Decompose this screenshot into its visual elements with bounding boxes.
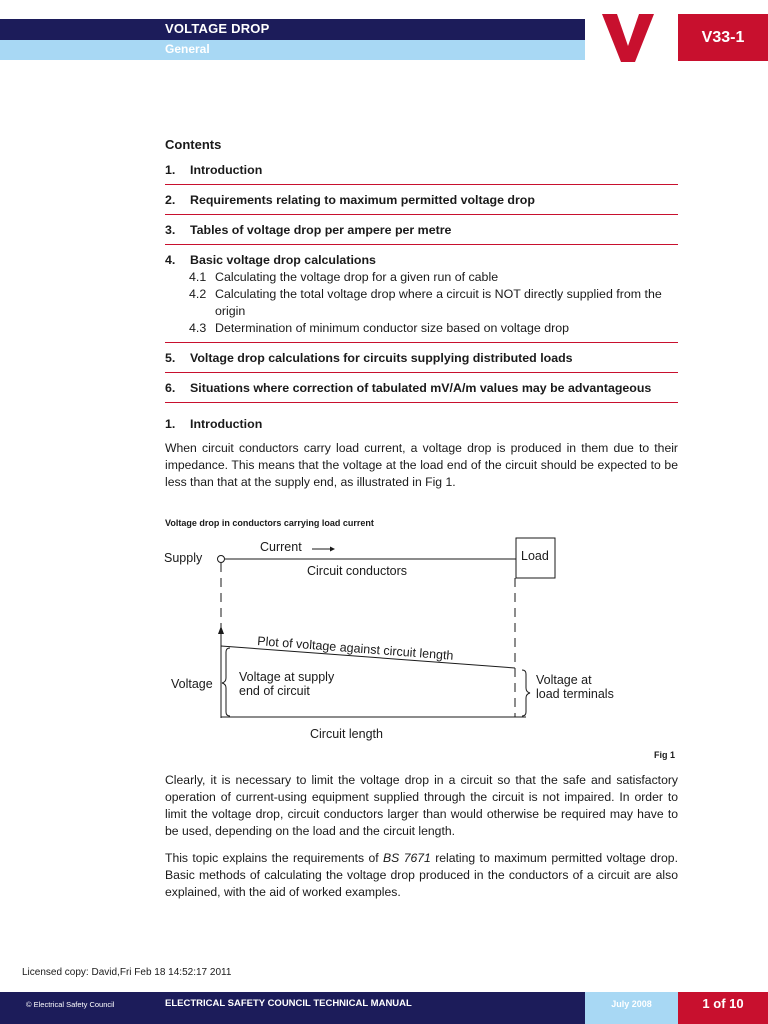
toc-title: Voltage drop calculations for circuits supplying distributed loads (190, 351, 573, 365)
load-voltage-label-1: Voltage at (536, 673, 592, 687)
footer-manual-title: ELECTRICAL SAFETY COUNCIL TECHNICAL MANUAL (165, 998, 412, 1009)
toc-title: Basic voltage drop calculations (190, 253, 376, 267)
supply-voltage-brace-icon (222, 648, 230, 716)
toc-title: Tables of voltage drop per ampere per metre (190, 223, 452, 237)
toc-item[interactable] (165, 192, 678, 209)
header-title-bar (0, 19, 585, 40)
toc-section (165, 160, 678, 185)
intro-paragraph-3 (165, 850, 678, 901)
intro-title: Introduction (190, 417, 263, 431)
intro-paragraph-2: Clearly, it is necessary to limit the voltage drop in a circuit so that the safe and satisfactory operation of current-using equipment supplied through the circuit is not impaired. In order to limit the voltage drop, circuit conductors larger than would otherwise be required may have to be used, depending on the load and the circuit length. (165, 773, 678, 838)
toc-number: 4. (165, 253, 176, 267)
page-subtitle: General (165, 42, 210, 56)
supply-terminal-icon (218, 556, 225, 563)
toc-section (165, 220, 678, 245)
toc-sub-title: Calculating the voltage drop for a given run of cable (215, 270, 499, 284)
toc-sub-number: 4.1 (189, 270, 207, 284)
toc-number: 6. (165, 381, 176, 395)
v-logo-icon (602, 14, 654, 62)
toc-number: 1. (165, 163, 176, 177)
toc-subitem[interactable] (165, 320, 678, 337)
footer-copyright: © Electrical Safety Council (26, 1000, 115, 1009)
intro-heading (165, 417, 262, 431)
conductors-label: Circuit conductors (307, 564, 408, 578)
contents-heading: Contents (165, 137, 222, 152)
p3-text-start: This topic explains the requirements of (165, 851, 384, 865)
toc-section (165, 250, 678, 343)
toc-sub-number: 4.2 (189, 287, 207, 301)
toc-item[interactable] (165, 252, 678, 269)
section-code-badge: V33-1 (678, 14, 768, 61)
toc-item[interactable] (165, 162, 678, 179)
intro-paragraph-1: When circuit conductors carry load current, a voltage drop is produced in them due to their impedance. This means that the voltage at the load end of the circuit should be expected to be less than that at the supply end, as illustrated in Fig 1. (165, 441, 678, 489)
footer-date: July 2008 (585, 992, 678, 1024)
load-voltage-brace-icon (522, 670, 530, 716)
voltage-axis-arrow-icon (218, 626, 224, 634)
toc-item[interactable] (165, 222, 678, 239)
license-notice: Licensed copy: David,Fri Feb 18 14:52:17 2011 (22, 967, 232, 978)
voltage-drop-diagram (160, 530, 640, 745)
circuit-length-label: Circuit length (310, 727, 383, 741)
toc-section (165, 190, 678, 215)
voltage-label: Voltage (171, 677, 213, 691)
load-label: Load (521, 549, 549, 563)
toc-title: Requirements relating to maximum permitted voltage drop (190, 193, 535, 207)
supply-voltage-label-2: end of circuit (239, 684, 310, 698)
toc-sub-number: 4.3 (189, 321, 207, 335)
toc-title: Introduction (190, 163, 263, 177)
standard-reference: BS 7671 (383, 851, 431, 865)
toc-number: 5. (165, 351, 176, 365)
supply-label: Supply (164, 551, 203, 565)
toc-sub-title: Determination of minimum conductor size based on voltage drop (215, 321, 570, 335)
toc-number: 3. (165, 223, 176, 237)
figure-title: Voltage drop in conductors carrying load current (165, 518, 374, 528)
supply-voltage-label-1: Voltage at supply (239, 670, 335, 684)
load-voltage-label-2: load terminals (536, 687, 614, 701)
toc-section (165, 348, 678, 373)
toc-item[interactable] (165, 380, 678, 397)
toc-item[interactable] (165, 350, 678, 367)
toc-title: Situations where correction of tabulated mV/A/m values may be advantageous (190, 381, 652, 395)
header-subtitle-bar (0, 40, 585, 60)
toc-section (165, 378, 678, 403)
intro-number: 1. (165, 417, 176, 431)
current-label: Current (260, 540, 302, 554)
toc-number: 2. (165, 193, 176, 207)
table-of-contents (165, 160, 678, 403)
toc-sub-title: Calculating the total voltage drop where a circuit is NOT directly supplied from the origin (215, 287, 662, 318)
plot-label: Plot of voltage against circuit length (256, 634, 454, 663)
page-title: VOLTAGE DROP (165, 21, 270, 36)
toc-subitem[interactable] (165, 286, 678, 320)
figure-label: Fig 1 (654, 750, 676, 760)
page-number: 1 of 10 (678, 992, 768, 1024)
p3-text-end: relating to maximum permitted voltage drop. Basic methods of calculating the voltage drop produced in the conductors of a circuit are also explained, with the aid of worked examples. (165, 851, 678, 899)
toc-subitem[interactable] (165, 269, 678, 286)
